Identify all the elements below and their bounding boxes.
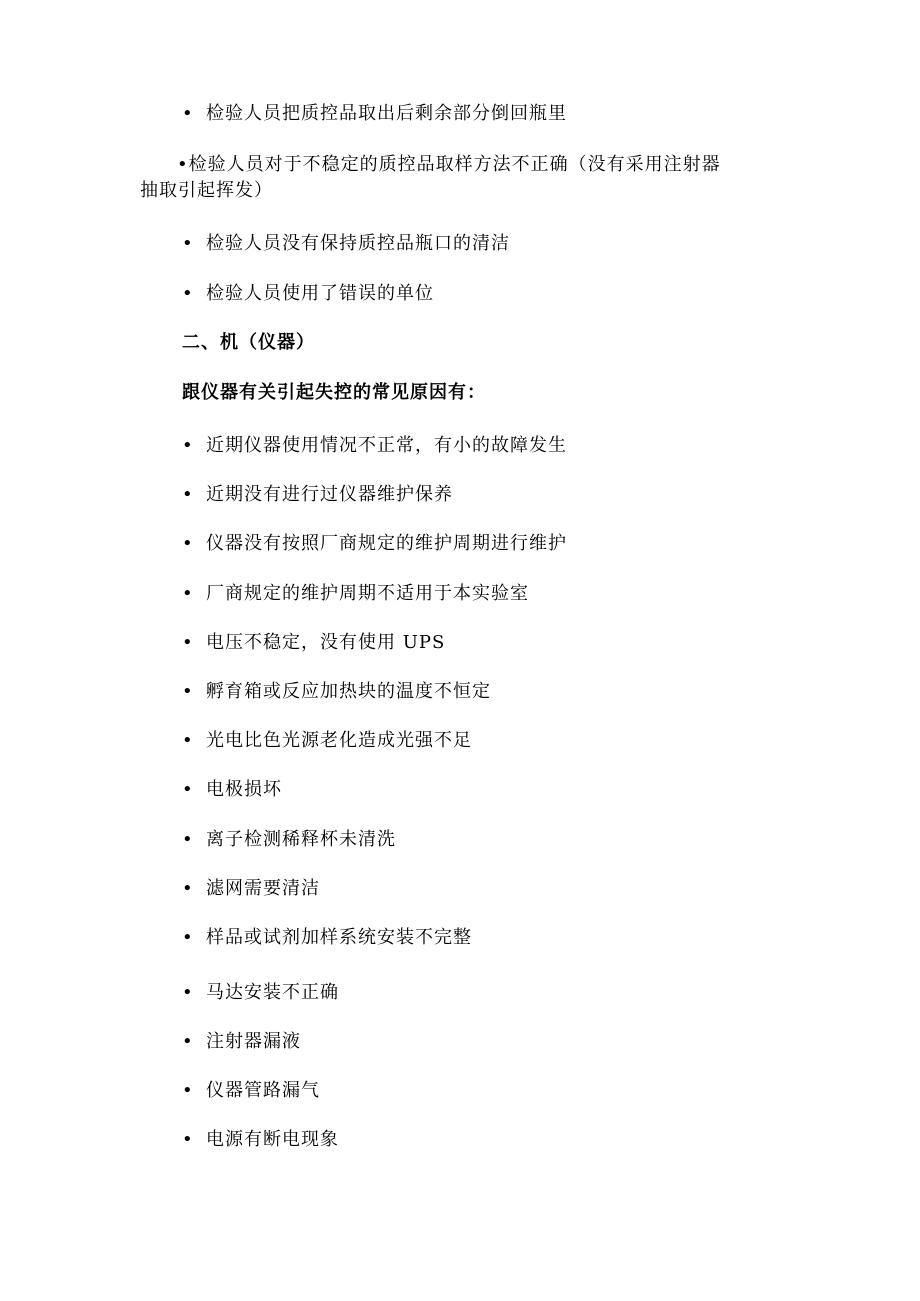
list-item-text: 近期没有进行过仪器维护保养 bbox=[206, 484, 453, 505]
list-item-text: 近期仪器使用情况不正常，有小的故障发生 bbox=[206, 435, 567, 456]
bullet-mark: • bbox=[182, 982, 194, 1003]
list-item-text: 光电比色光源老化造成光强不足 bbox=[206, 730, 472, 751]
bullet-mark: • bbox=[182, 533, 194, 554]
bullet-mark: • bbox=[182, 927, 194, 948]
list-item-text: 样品或试剂加样系统安装不完整 bbox=[206, 927, 472, 948]
sub-heading: 跟仪器有关引起失控的常见原因有： bbox=[182, 382, 486, 403]
bullet-mark: • bbox=[182, 829, 194, 850]
list-item-text: 滤网需要清洁 bbox=[206, 878, 320, 899]
wrapped-item-line-1: •检验人员对于不稳定的质控品取样方法不正确（没有采用注射器 bbox=[177, 154, 721, 175]
list-item-text: 厂商规定的维护周期不适用于本实验室 bbox=[206, 583, 529, 604]
list-item-text: 检验人员没有保持质控品瓶口的清洁 bbox=[206, 233, 510, 254]
bullet-mark: • bbox=[182, 681, 194, 702]
bullet-mark: • bbox=[182, 779, 194, 800]
bullet-mark: • bbox=[182, 103, 194, 124]
bullet-mark: • bbox=[182, 583, 194, 604]
wrapped-item-line-2: 抽取引起挥发） bbox=[140, 180, 273, 201]
wrapped-list-item bbox=[140, 152, 770, 204]
bullet-mark: • bbox=[182, 878, 194, 899]
bullet-mark: • bbox=[182, 1080, 194, 1101]
list-item-text: 电极损坏 bbox=[206, 779, 282, 800]
bullet-mark: • bbox=[182, 632, 194, 653]
list-item-text: 电源有断电现象 bbox=[206, 1129, 339, 1150]
list-item-text: 注射器漏液 bbox=[206, 1031, 301, 1052]
list-item-text: 电压不稳定，没有使用 UPS bbox=[206, 632, 446, 653]
section-heading: 二、机（仪器） bbox=[182, 332, 315, 353]
bullet-mark: • bbox=[182, 283, 194, 304]
list-item-text: 仪器管路漏气 bbox=[206, 1080, 320, 1101]
list-item-text: 马达安装不正确 bbox=[206, 982, 339, 1003]
bullet-mark: • bbox=[182, 484, 194, 505]
list-item-text: 仪器没有按照厂商规定的维护周期进行维护 bbox=[206, 533, 567, 554]
list-item-text: 检验人员把质控品取出后剩余部分倒回瓶里 bbox=[206, 103, 567, 124]
list-item-text: 孵育箱或反应加热块的温度不恒定 bbox=[206, 681, 491, 702]
bullet-mark: • bbox=[182, 1129, 194, 1150]
bullet-mark: • bbox=[182, 1031, 194, 1052]
list-item-text: 离子检测稀释杯未清洗 bbox=[206, 829, 396, 850]
bullet-mark: • bbox=[182, 730, 194, 751]
bullet-mark: • bbox=[182, 435, 194, 456]
bullet-mark: • bbox=[182, 233, 194, 254]
list-item-text: 检验人员使用了错误的单位 bbox=[206, 283, 434, 304]
